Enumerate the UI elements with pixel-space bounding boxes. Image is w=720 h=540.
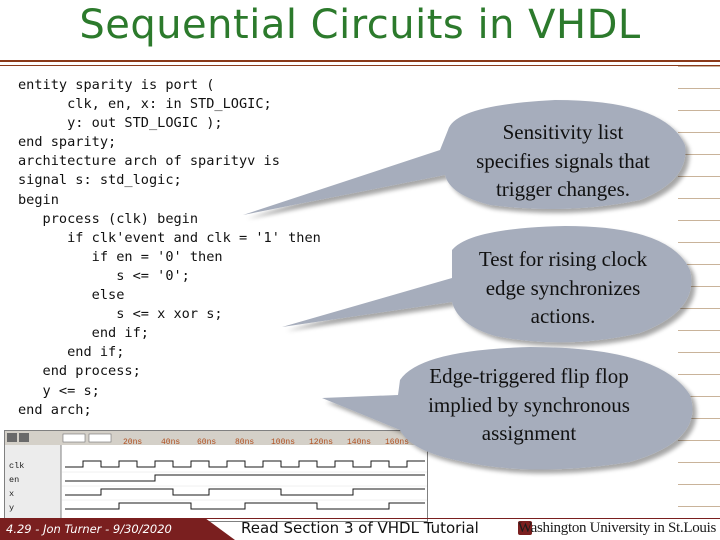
time-label: 80ns [235,438,255,447]
code-line: end arch; [18,401,92,418]
code-line: s <= x xor s; [18,306,223,323]
code-line: else [18,287,125,304]
time-label: 20ns [123,438,143,447]
code-line: if en = '0' then [18,248,223,265]
callout-line: specifies signals that [476,148,650,173]
footer-slide-info: 4.29 - Jon Turner - 9/30/2020 [6,522,172,536]
code-line: clk, en, x: in STD_LOGIC; [18,96,272,113]
code-line: end process; [18,363,141,380]
code-line: architecture arch of sparityv is [18,153,280,170]
callout-line: trigger changes. [495,177,631,201]
callout-line: Edge-triggered flip flop [429,364,629,388]
signal-name: y [9,503,15,513]
time-label: 140ns [347,438,372,447]
code-line: begin [18,191,59,208]
callout-line: implied by synchronous [428,392,630,417]
footer-reading-note: Read Section 3 of VHDL Tutorial [241,519,479,537]
signal-name: en [9,475,20,485]
slide-title: Sequential Circuits in VHDL [79,2,641,48]
code-line: s <= '0'; [18,267,190,284]
code-line: y <= s; [18,382,100,399]
signal-name: clk [9,461,25,471]
callout-text-flipflop [404,362,654,448]
code-line: y: out STD_LOGIC ); [18,115,223,132]
signal-name: x [9,489,15,499]
code-line: end if; [18,325,149,342]
callout-text-sensitivity [458,118,668,204]
code-line: if clk'event and clk = '1' then [18,229,321,246]
code-line: signal s: std_logic; [18,172,182,189]
time-label: 120ns [309,438,334,447]
code-line: end sparity; [18,134,117,151]
time-label: 160ns [385,438,410,447]
code-line: end if; [18,344,125,361]
callout-line: actions. [530,304,596,328]
callout-line: Test for rising clock [478,247,648,271]
callout-text-clock-edge [458,245,668,331]
footer-university: Washington University in St.Louis [517,520,716,536]
time-label: 100ns [271,438,296,447]
callout-line: assignment [481,421,577,445]
time-label: 60ns [197,438,217,447]
callout-line: Sensitivity list [502,120,624,144]
code-line: process (clk) begin [18,210,199,227]
time-label: 40ns [161,438,181,447]
code-line: entity sparity is port ( [18,77,215,93]
callout-line: edge synchronizes [485,275,641,300]
